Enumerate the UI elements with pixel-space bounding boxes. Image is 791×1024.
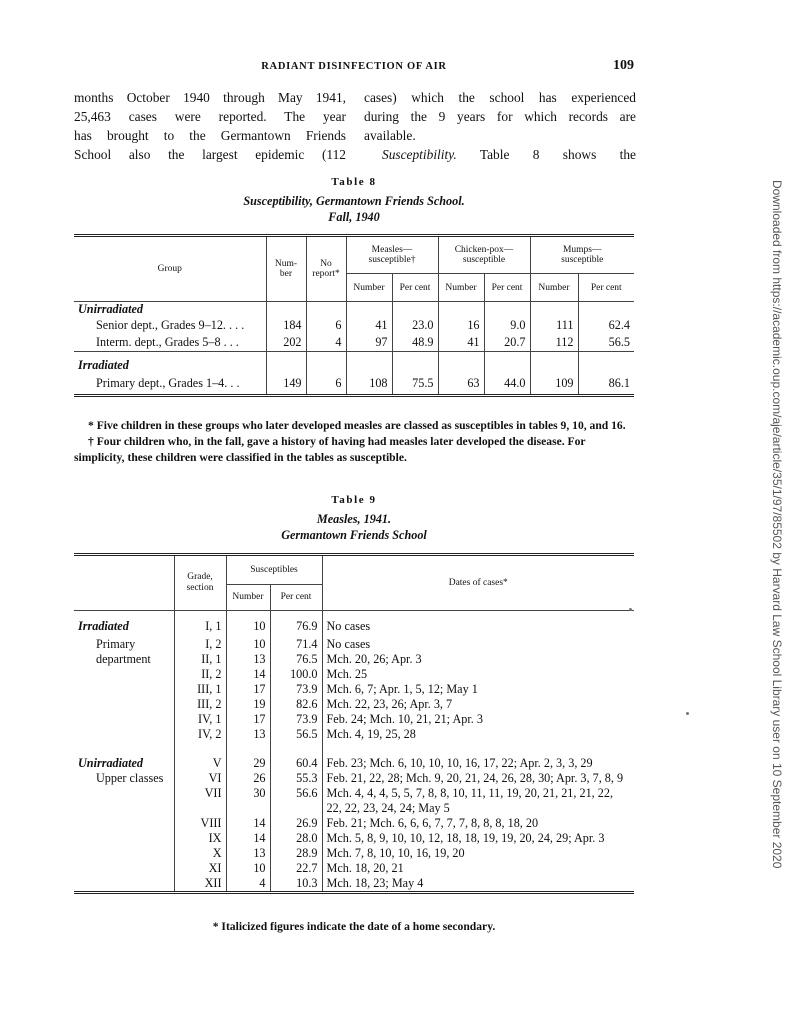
cell-grade: V: [174, 742, 226, 771]
cell-grade: XI: [174, 861, 226, 876]
cell-grade: IV, 1: [174, 712, 226, 727]
body-line: [364, 145, 636, 164]
cell-percent: 76.5: [270, 652, 322, 667]
cell-grade: XII: [174, 876, 226, 893]
cell-dates: Feb. 23; Mch. 6, 10, 10, 10, 16, 17, 22; Apr. 2, 3, 3, 29: [322, 742, 634, 771]
cell-chickenpox-number: 41: [438, 334, 484, 352]
cell-chickenpox-percent: 20.7: [484, 334, 530, 352]
cell-percent: 71.4: [270, 637, 322, 652]
table9-body: [74, 611, 634, 893]
cell-number: 14: [226, 831, 270, 846]
cell-mumps-percent: 86.1: [578, 373, 634, 395]
table-row: [74, 682, 634, 697]
cell-number: 4: [226, 876, 270, 893]
cell-number: 14: [226, 816, 270, 831]
cell-grade: VI: [174, 771, 226, 786]
subheader-number: Number: [346, 274, 392, 302]
cell-dates: Mch. 22, 23, 26; Apr. 3, 7: [322, 697, 634, 712]
cell-grade: IX: [174, 831, 226, 846]
cell-measles-number: 108: [346, 373, 392, 395]
table-row: [74, 846, 634, 861]
cell-percent: 26.9: [270, 816, 322, 831]
cell-number: 13: [226, 846, 270, 861]
table-row: [74, 786, 634, 816]
cell-number: 202: [266, 334, 306, 352]
cell-measles-number: 97: [346, 334, 392, 352]
cell-chickenpox-number: 16: [438, 318, 484, 334]
group-label: [74, 667, 174, 682]
table-row: [74, 318, 634, 334]
footnote: * Five children in these groups who later developed measles are classed as susceptibles in tables 9, 10, and 16.: [88, 419, 626, 432]
cell-grade: II, 2: [174, 667, 226, 682]
table-row: [74, 816, 634, 831]
cell-number: 13: [226, 727, 270, 742]
section-label: Unirradiated: [78, 302, 144, 317]
cell-no-report: 6: [306, 318, 346, 334]
table-row: [74, 697, 634, 712]
group-label: Irradiated: [78, 619, 129, 633]
cell-number: 19: [226, 697, 270, 712]
cell-chickenpox-percent: 44.0: [484, 373, 530, 395]
cell-dates: Mch. 4, 19, 25, 28: [322, 727, 634, 742]
cell-percent: 100.0: [270, 667, 322, 682]
download-watermark: Downloaded from https://academic.oup.com/aje/article/35/1/97/85502 by Harvard Law School Library user on 10 September 2020: [770, 180, 784, 869]
subheader-number: Number: [530, 274, 578, 302]
running-title: RADIANT DISINFECTION OF AIR: [261, 61, 447, 72]
cell-percent: 56.6: [270, 786, 322, 816]
subheader-percent: Per cent: [484, 274, 530, 302]
cell-number: 13: [226, 652, 270, 667]
col-header-number: Num- ber: [266, 236, 306, 302]
cell-number: 14: [226, 667, 270, 682]
cell-number: 184: [266, 318, 306, 334]
cell-dates: Feb. 21, 22, 28; Mch. 9, 20, 21, 24, 26, 28, 30; Apr. 3, 7, 8, 9: [322, 771, 634, 786]
table8-subtitle: Fall, 1940: [328, 210, 380, 224]
cell-percent: 10.3: [270, 876, 322, 893]
table9-title: Measles, 1941.: [316, 512, 392, 526]
cell-dates: No cases: [322, 637, 634, 652]
group-label: Unirradiated: [78, 755, 144, 770]
cell-dates: Mch. 6, 7; Apr. 1, 5, 12; May 1: [322, 682, 634, 697]
group-label: [74, 831, 174, 846]
cell-dates: Mch. 25: [322, 667, 634, 682]
footnote: † Four children who, in the fall, gave a history of having had measles later developed the disease. For simplicity, these children were classified in the tables as susceptible.: [74, 435, 586, 464]
table8-footnotes: [74, 418, 634, 466]
group-label: Primary: [96, 636, 136, 651]
col-header-mumps: Mumps— susceptible: [530, 236, 634, 274]
cell-percent: 60.4: [270, 742, 322, 771]
col-header-measles: Measles— susceptible†: [346, 236, 438, 274]
group-label: [74, 861, 174, 876]
table9-label: Table 9: [331, 494, 377, 506]
table9: [74, 553, 634, 894]
col-header-no-report: No report*: [306, 236, 346, 302]
group-label: [74, 712, 174, 727]
cell-dates: Feb. 21; Mch. 6, 6, 6, 7, 7, 7, 8, 8, 8, 18, 20: [322, 816, 634, 831]
cell-dates: Mch. 18, 23; May 4: [322, 876, 634, 893]
cell-number: 10: [226, 611, 270, 637]
table-row: [74, 373, 634, 395]
running-header: [74, 58, 634, 78]
table-row: [74, 712, 634, 727]
cell-number: 29: [226, 742, 270, 771]
body-column-left: [74, 88, 346, 164]
body-line: months October 1940 through May 1941,: [74, 90, 346, 105]
cell-dates: Mch. 7, 8, 10, 10, 16, 19, 20: [322, 846, 634, 861]
cell-grade: III, 1: [174, 682, 226, 697]
col-header-grade: Grade, section: [174, 555, 226, 611]
cell-dates: Mch. 20, 26; Apr. 3: [322, 652, 634, 667]
speck-mark: [686, 712, 689, 715]
cell-grade: III, 2: [174, 697, 226, 712]
section-heading-susceptibility: Susceptibility.: [382, 147, 457, 162]
table8-label: Table 8: [331, 176, 377, 188]
table-row: [74, 771, 634, 786]
cell-grade: II, 1: [174, 652, 226, 667]
group-label: [74, 727, 174, 742]
table-row: [74, 831, 634, 846]
group-label: [74, 786, 174, 816]
cell-number: 10: [226, 637, 270, 652]
cell-measles-number: 41: [346, 318, 392, 334]
cell-mumps-number: 109: [530, 373, 578, 395]
body-column-right: [364, 88, 636, 164]
col-header-group: Group: [74, 236, 266, 302]
body-line-rest: Table 8 shows the: [456, 147, 636, 162]
table-row: [74, 334, 634, 352]
body-line: School also the largest epidemic (112: [74, 147, 346, 162]
row-group: Senior dept., Grades 9–12. . . .: [96, 318, 245, 332]
cell-dates: No cases: [322, 611, 634, 637]
table-row: [74, 667, 634, 682]
cell-grade: I, 1: [174, 611, 226, 637]
col-header-chickenpox: Chicken-pox— susceptible: [438, 236, 530, 274]
table8: [74, 234, 634, 397]
subheader-percent: Per cent: [392, 274, 438, 302]
row-group: Interm. dept., Grades 5–8 . . .: [74, 334, 266, 352]
subheader-percent: Per cent: [270, 585, 322, 611]
table-row: [74, 727, 634, 742]
table-row: [74, 637, 634, 652]
table9-subtitle: Germantown Friends School: [281, 528, 427, 542]
cell-percent: 55.3: [270, 771, 322, 786]
group-label: [74, 816, 174, 831]
cell-number: 17: [226, 712, 270, 727]
row-group: Primary dept., Grades 1–4. . .: [96, 375, 240, 390]
cell-percent: 73.9: [270, 682, 322, 697]
cell-measles-percent: 23.0: [392, 318, 438, 334]
cell-dates: Mch. 5, 8, 9, 10, 10, 12, 18, 18, 19, 19, 20, 24, 29; Apr. 3: [322, 831, 634, 846]
cell-grade: IV, 2: [174, 727, 226, 742]
body-line: during the 9 years for which records are: [364, 109, 636, 124]
col-header-dates: Dates of cases*: [322, 555, 634, 611]
cell-chickenpox-percent: 9.0: [484, 318, 530, 334]
cell-no-report: 6: [306, 373, 346, 395]
group-label: [74, 697, 174, 712]
cell-percent: 28.9: [270, 846, 322, 861]
speck-mark: [629, 608, 632, 611]
cell-mumps-number: 112: [530, 334, 578, 352]
group-label: [74, 846, 174, 861]
cell-grade: X: [174, 846, 226, 861]
cell-grade: VII: [174, 786, 226, 816]
table-row: [74, 861, 634, 876]
cell-percent: 82.6: [270, 697, 322, 712]
cell-number: 149: [266, 373, 306, 395]
subheader-number: Number: [438, 274, 484, 302]
cell-percent: 28.0: [270, 831, 322, 846]
group-label: [74, 682, 174, 697]
table-row: [74, 876, 634, 893]
table9-footnote: * Italicized figures indicate the date of a home secondary.: [212, 920, 496, 933]
cell-number: 26: [226, 771, 270, 786]
cell-percent: 56.5: [270, 727, 322, 742]
section-label: Irradiated: [78, 358, 129, 372]
body-line: 25,463 cases were reported. The year: [74, 109, 346, 124]
body-line: has brought to the Germantown Friends: [74, 128, 346, 143]
subheader-number: Number: [226, 585, 270, 611]
cell-percent: 76.9: [270, 611, 322, 637]
table9-caption: [74, 494, 634, 543]
cell-dates: Feb. 24; Mch. 10, 21, 21; Apr. 3: [322, 712, 634, 727]
body-line: available.: [364, 128, 416, 143]
cell-mumps-percent: 56.5: [578, 334, 634, 352]
cell-grade: I, 2: [174, 637, 226, 652]
body-line: cases) which the school has experienced: [364, 90, 636, 105]
cell-measles-percent: 48.9: [392, 334, 438, 352]
subheader-percent: Per cent: [578, 274, 634, 302]
col-header-susceptibles: Susceptibles: [226, 555, 322, 585]
cell-mumps-number: 111: [530, 318, 578, 334]
group-label: Upper classes: [96, 770, 164, 785]
cell-number: 30: [226, 786, 270, 816]
group-label: [74, 876, 174, 893]
table-row: [74, 742, 634, 771]
cell-number: 10: [226, 861, 270, 876]
cell-percent: 22.7: [270, 861, 322, 876]
cell-chickenpox-number: 63: [438, 373, 484, 395]
table8-title: Susceptibility, Germantown Friends School.: [243, 194, 465, 208]
table-row: [74, 611, 634, 637]
cell-grade: VIII: [174, 816, 226, 831]
cell-dates: Mch. 18, 20, 21: [322, 861, 634, 876]
table-row: [74, 652, 634, 667]
page-number: 109: [613, 58, 634, 73]
group-label: department: [96, 651, 151, 666]
cell-number: 17: [226, 682, 270, 697]
cell-no-report: 4: [306, 334, 346, 352]
cell-dates: Mch. 4, 4, 4, 5, 5, 7, 8, 8, 10, 11, 11, 19, 20, 21, 21, 21, 22, 22, 22, 23, 24, 24; May 5: [322, 786, 634, 816]
cell-measles-percent: 75.5: [392, 373, 438, 395]
cell-percent: 73.9: [270, 712, 322, 727]
table8-caption: [74, 176, 634, 225]
cell-mumps-percent: 62.4: [578, 318, 634, 334]
